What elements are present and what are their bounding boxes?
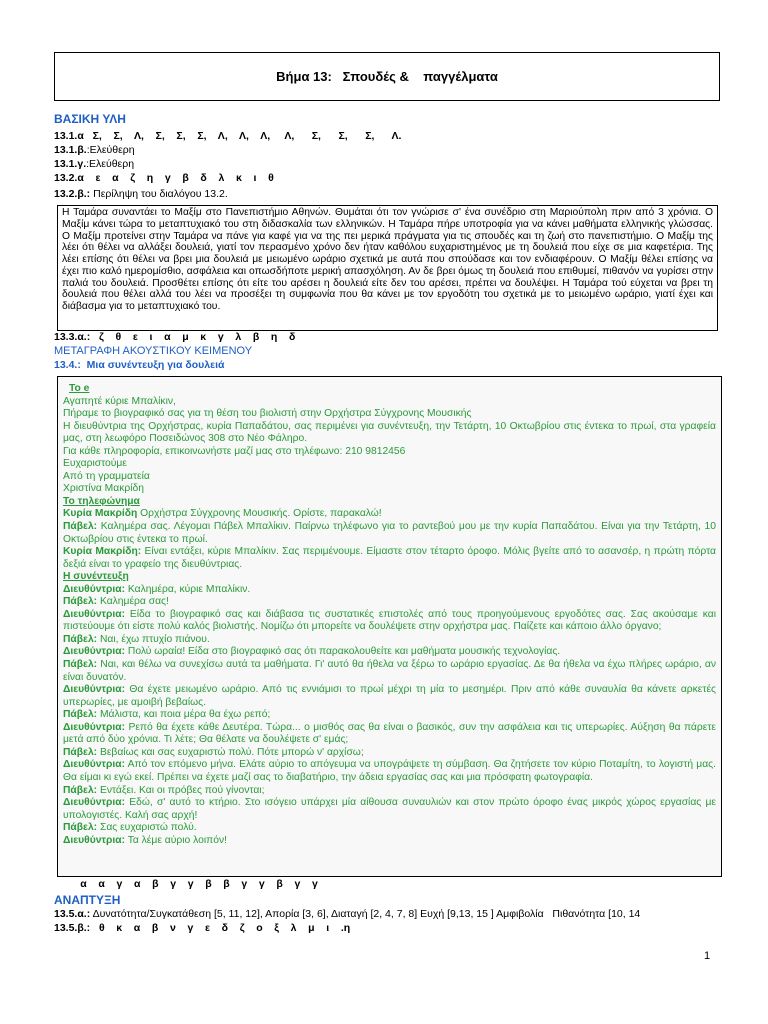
answer-13-1-a: [54, 130, 401, 143]
answer-label: 13.1.γ.: [54, 158, 87, 170]
dialog-line: [63, 747, 716, 760]
answer-13-5-b: [54, 922, 350, 935]
answer-label: 13.2.β.:: [54, 188, 91, 200]
dialog-line: [63, 835, 716, 848]
dialog-line: [63, 822, 716, 835]
speech: Ρεπό θα έχετε κάθε Δευτέρα. Τώρα... ο μισθός σας θα είναι ο βασικός, συν την ασφάλεια και τις υπερωρίες. Αύξηση θα πάρετε μετά από δύο χρόνια. Τι λέτε; Θα θέλατε να δουλέψετε σ' εμάς;: [63, 721, 716, 746]
answer-label: 13.3.α.:: [54, 331, 91, 343]
speech: Σας ευχαριστώ πολύ.: [97, 822, 197, 834]
section-heading-basic: ΒΑΣΙΚΗ ΥΛΗ: [54, 112, 126, 126]
speaker: Διευθύντρια:: [63, 721, 126, 733]
speech: Ορχήστρα Σύγχρονης Μουσικής. Ορίστε, παρακαλώ!: [137, 508, 382, 520]
dialog-line: [63, 797, 716, 822]
answer-value: ε α ζ η γ β δ λ κ ι θ: [83, 172, 274, 184]
speech: Βεβαίως και σας ευχαριστώ πολύ. Πότε μπορώ ν' αρχίσω;: [97, 746, 364, 758]
speech: Εντάξει. Και οι πρόβες πού γίνονται;: [97, 784, 265, 796]
speech: Καλημέρα, κύριε Μπαλίκιν.: [125, 583, 251, 595]
speaker: Πάβελ:: [63, 746, 98, 758]
speech: Μάλιστα, και ποια μέρα θα έχω ρεπό;: [97, 709, 271, 721]
answer-value: :Ελεύθερη: [86, 144, 135, 156]
speaker: Πάβελ:: [63, 633, 98, 645]
dialog-summary-box: Η Ταμάρα συναντάει το Μαξίμ στο Πανεπιστήμιο Αθηνών. Θυμάται ότι τον γνώρισε σ' ένα συνέδριο στη Μαριούπολη πριν από 3 χρόνια. Ο Μαξίμ κάνει τώρα το μεταπτυχιακό του στη διδασκαλία των ελληνικών. Η Ταμάρα πήρε υποτροφία για να κάνει μαθήματα ελληνικής γλώσσας. Ο Μαξίμ προτείνει στην Ταμάρα να πάνε για καφέ για να της πει μερικά πράγματα για τις σπουδές και τη ζωή στο πανεπιστήμιο. Ο Μαξίμ της λέει ότι θέλει να αλλάξει δουλειά, γιατί τον περασμένο χρόνο δεν ήταν καθόλου ευχαριστημένος με τη δουλειά που είχε σε μια καφετέρια. Της λέει επίσης ότι θέλει να βρει μια δουλειά με μειωμένο ωράριο σχετικά με αυτά που σπούδασε και τον ενδιαφέρουν. Ο Μαξίμ θέλει επίσης να έχει πιο καλό ημερομίσθιο, ασφάλεια και οπωσδήποτε μερική απασχόληση. Αν δε βρει όμως τη δουλειά που επιθυμεί, πιθανόν να γυρίσει στην παλιά του δουλειά. Προσθέτει επίσης ότι είτε του αρέσει η δουλειά είτε δεν του αρέσει, πρέπει να δουλέψει. Η Ταμάρα τού εύχεται να βρει τη δουλειά που θέλει αλλά του λέει να προσέξει τη συμφωνία που θα κάνει με τον εργοδότη του σχετικά με το μειωμένο ωράριο, γιατί έχει και διάβασμα για το μεταπτυχιακό του.: [57, 205, 718, 331]
speaker: Πάβελ:: [63, 784, 98, 796]
email-line: Αγαπητέ κύριε Μπαλίκιν,: [63, 395, 176, 407]
dialog-line: [63, 521, 716, 546]
speech: Ναι, έχω πτυχίο πιάνου.: [97, 633, 210, 645]
dialog-line: [63, 646, 716, 659]
dialog-line: [63, 759, 716, 784]
speech: Θα έχετε μειωμένο ωράριο. Από τις εννιάμισι το πρωί μέχρι τη μία το μεσημέρι. Πριν από κάθε συναυλία θα κάνετε αρκετές υπερωρίες, με αμοιβή βεβαίως.: [63, 684, 716, 708]
dialog-line: [63, 684, 716, 709]
speaker: Διευθύντρια:: [63, 583, 126, 595]
dialog-line: [63, 659, 716, 684]
speaker: Πάβελ:: [63, 709, 98, 721]
answer-after-dialog: α α γ α β γ γ β β γ γ β γ γ: [54, 878, 318, 890]
answer-value: :Ελεύθερη: [86, 158, 135, 170]
answer-13-1-c: [54, 158, 134, 171]
section-heading-transcription: ΜΕΤΑΓΡΑΦΗ ΑΚΟΥΣΤΙΚΟΥ ΚΕΙΜΕΝΟΥ: [54, 345, 253, 357]
answer-13-3-a: [54, 331, 295, 344]
page-number: 1: [704, 950, 711, 962]
answer-label: 13.5.α.:: [54, 908, 91, 920]
answer-value: Περίληψη του διαλόγου 13.2.: [90, 188, 228, 200]
email-line: Για κάθε πληροφορία, επικοινωνήστε μαζί μας στο τηλέφωνο: 210 9812456: [63, 445, 406, 457]
answer-13-5-a: [54, 908, 640, 921]
email-line: Πήραμε το βιογραφικό σας για τη θέση του βιολιστή στην Ορχήστρα Σύγχρονης Μουσικής: [63, 408, 472, 420]
answer-value: Σ, Σ, Λ, Σ, Σ, Σ, Λ, Λ, Λ, Λ, Σ, Σ, Σ, Λ.: [83, 130, 402, 142]
email-line: Ευχαριστούμε: [63, 458, 127, 470]
interview-heading: Η συνέντευξη: [63, 571, 129, 583]
speaker: Διευθύντρια:: [63, 646, 126, 658]
answer-label: 13.1.β.: [54, 144, 87, 156]
speaker: Κυρία Μακρίδη:: [63, 546, 142, 558]
speaker: Πάβελ:: [63, 659, 98, 671]
speech: Πολύ ωραία! Είδα στο βιογραφικό σας ότι παρακολουθείτε και μαθήματα μουσικής τεχνολογίας.: [125, 646, 561, 658]
answer-13-2-b: [54, 188, 228, 201]
dialog-line: [63, 709, 716, 722]
speaker: Διευθύντρια:: [63, 759, 126, 771]
email-heading: Το e: [69, 383, 90, 394]
speech: Από τον επόμενο μήνα. Ελάτε αύριο το απόγευμα να υπογράψετε τη σύμβαση. Θα ζητήσετε τον κύριο Ποταμίτη, το λογιστή μας. Θα είμαι κι εγώ εκεί. Πρέπει να έχετε μαζί σας το διαβατήριο, την άδεια εργασίας σας και μια πρόσφατη φωτογραφία.: [63, 759, 716, 783]
dialog-line: [63, 609, 716, 634]
speaker: Κυρία Μακρίδη: [63, 508, 138, 520]
speech: Είδα το βιογραφικό σας και διάβασα τις συστατικές επιστολές από τους προηγούμενους εργοδότες σας. Σας ακούσαμε και πιστεύουμε ότι είστε πολύ καλός βιολιστής. Νομίζω ότι μπορείτε να δουλέψετε στην ορχήστρα μας. Παίζετε και κάποιο άλλο όργανο;: [63, 608, 716, 633]
answer-value: Δυνατότητα/Συγκατάθεση [5, 11, 12], Απορία [3, 6], Διαταγή [2, 4, 7, 8] Ευχή [9,13, 15 ] Αμφιβολία Πιθανότητα [10, 14: [90, 908, 641, 920]
answer-value: ζ θ ε ι α μ κ γ λ β η δ: [90, 331, 296, 343]
answer-13-4-heading: 13.4.: Μια συνέντευξη για δουλειά: [54, 359, 225, 371]
dialog-line: [63, 546, 716, 571]
speaker: Διευθύντρια:: [63, 797, 126, 809]
answer-13-1-b: [54, 144, 135, 157]
dialog-line: [63, 596, 716, 609]
speech: Ναι, και θέλω να συνεχίσω αυτά τα μαθήματα. Γι' αυτό θα ήθελα να ξέρω το ωράριο εργασίας. Δε θα ήθελα να έχω πλήρες ωράριο, αν είναι δυνατόν.: [63, 659, 716, 683]
email-line: Η διευθύντρια της Ορχήστρας, κυρία Παπαδάτου, σας περιμένει για συνέντευξη, την Τετάρτη, 10 Οκτωβρίου στις έντεκα το πρωί, στα γραφεία μας, στη λεωφόρο Ποσειδώνος 308 στο Νέο Φάληρο.: [63, 420, 716, 445]
answer-13-2-a: [54, 172, 274, 185]
dialog-line: [63, 634, 716, 647]
speech: Είναι εντάξει, κύριε Μπαλίκιν. Σας περιμένουμε. Είμαστε στον τέταρτο όροφο. Μόλις βγείτε από το ασανσέρ, η πρώτη πόρτα δεξιά είναι το γραφείο της διευθύντριας.: [63, 546, 716, 570]
speech: Καλημέρα σας. Λέγομαι Πάβελ Μπαλίκιν. Παίρνω τηλέφωνο για το ραντεβού μου με την κυρία Παπαδάτου. Είναι για την Τετάρτη, 10 Οκτωβρίου στις έντεκα το πρωί.: [63, 521, 716, 545]
answer-label: 13.1.α: [54, 130, 84, 142]
speech: Εδώ, σ' αυτό το κτήριο. Στο ισόγειο υπάρχει μία αίθουσα συναυλιών και στον πρώτο όροφο ένας μικρός χώρος εργασίας με υπολογιστές. Καλή σας αρχή!: [63, 797, 716, 821]
answer-label: 13.2.α: [54, 172, 84, 184]
dialog-line: [63, 722, 716, 747]
answer-label: 13.5.β.:: [54, 922, 91, 934]
speech: Καλημέρα σας!: [97, 596, 169, 608]
speaker: Πάβελ:: [63, 822, 98, 834]
speaker: Πάβελ:: [63, 521, 98, 533]
dialog-line: [63, 508, 716, 521]
page-title: Βήμα 13: Σπουδές & παγγέλματα: [54, 52, 720, 101]
speech: Τα λέμε αύριο λοιπόν!: [125, 834, 227, 846]
speaker: Διευθύντρια:: [63, 608, 126, 620]
answer-value: θ κ α β ν γ ε δ ζ ο ξ λ μ ι .η: [90, 922, 351, 934]
speaker: Διευθύντρια:: [63, 684, 126, 696]
transcript-box: [57, 376, 722, 877]
dialog-line: [63, 584, 716, 597]
dialog-line: [63, 785, 716, 798]
speaker: Διευθύντρια:: [63, 834, 126, 846]
speaker: Πάβελ:: [63, 596, 98, 608]
email-line: Χριστίνα Μακρίδη: [63, 483, 144, 495]
email-line: Από τη γραμματεία: [63, 470, 150, 482]
section-heading-development: ΑΝΑΠΤΥΞΗ: [54, 893, 121, 907]
phone-call-heading: Το τηλεφώνημα: [63, 495, 140, 507]
